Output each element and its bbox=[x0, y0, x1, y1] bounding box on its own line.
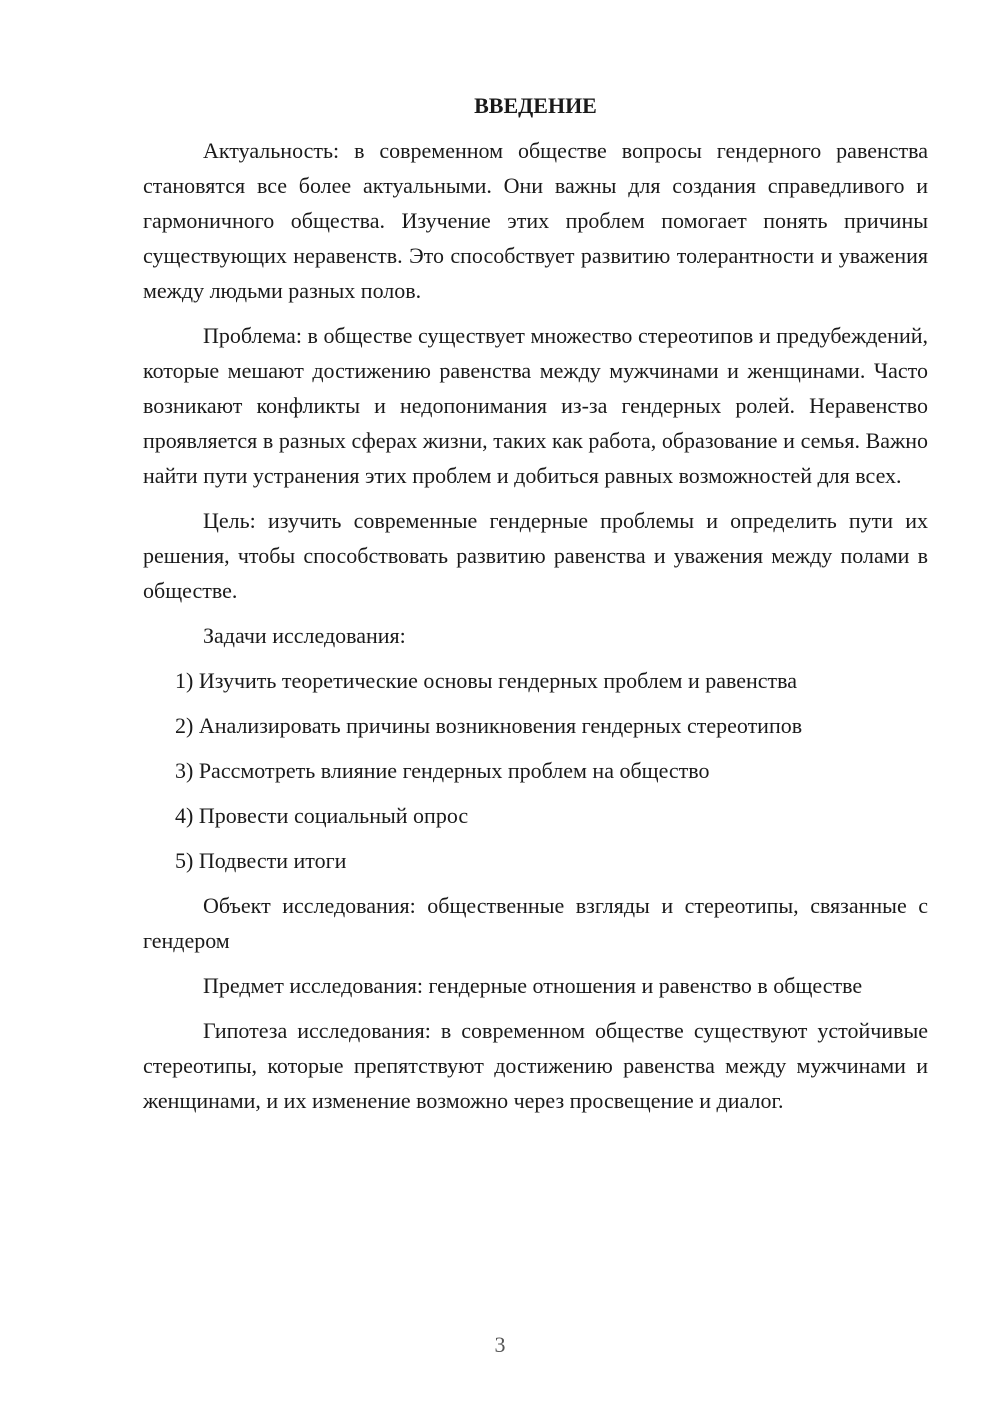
paragraph-problem: Проблема: в обществе существует множество стереотипов и предубеждений, которые мешают достижению равенства между мужчинами и женщинами. Часто возникают конфликты и недопонимания из-за гендерных ролей. Неравенство проявляется в разных сферах жизни, таких как работа, образование и семья. Важно найти пути устранения этих проблем и добиться равных возможностей для всех. bbox=[143, 323, 928, 488]
page-number: 3 bbox=[494, 1332, 506, 1357]
task-item: 5) Подвести итоги bbox=[175, 848, 347, 873]
task-item: 3) Рассмотреть влияние гендерных проблем на общество bbox=[175, 758, 710, 783]
paragraph-goal: Цель: изучить современные гендерные проблемы и определить пути их решения, чтобы способствовать развитию равенства и уважения между полами в обществе. bbox=[143, 508, 928, 603]
section-title: ВВЕДЕНИЕ bbox=[474, 93, 597, 118]
paragraph-subject: Предмет исследования: гендерные отношения и равенство в обществе bbox=[203, 973, 863, 998]
paragraph-object: Объект исследования: общественные взгляды и стереотипы, связанные с гендером bbox=[143, 893, 928, 953]
task-item: 4) Провести социальный опрос bbox=[175, 803, 469, 828]
task-item: 1) Изучить теоретические основы гендерных проблем и равенства bbox=[175, 668, 798, 693]
task-item: 2) Анализировать причины возникновения гендерных стереотипов bbox=[175, 713, 803, 738]
paragraph-relevance: Актуальность: в современном обществе вопросы гендерного равенства становятся все более актуальными. Они важны для создания справедливого и гармоничного общества. Изучение этих проблем помогает понять причины существующих неравенств. Это способствует развитию толерантности и уважения между людьми разных полов. bbox=[143, 138, 928, 303]
paragraph-hypothesis: Гипотеза исследования: в современном обществе существуют устойчивые стереотипы, которые препятствуют достижению равенства между мужчинами и женщинами, и их изменение возможно через просвещение и диалог. bbox=[143, 1018, 928, 1113]
document-page bbox=[143, 88, 928, 1128]
tasks-heading: Задачи исследования: bbox=[203, 623, 406, 648]
